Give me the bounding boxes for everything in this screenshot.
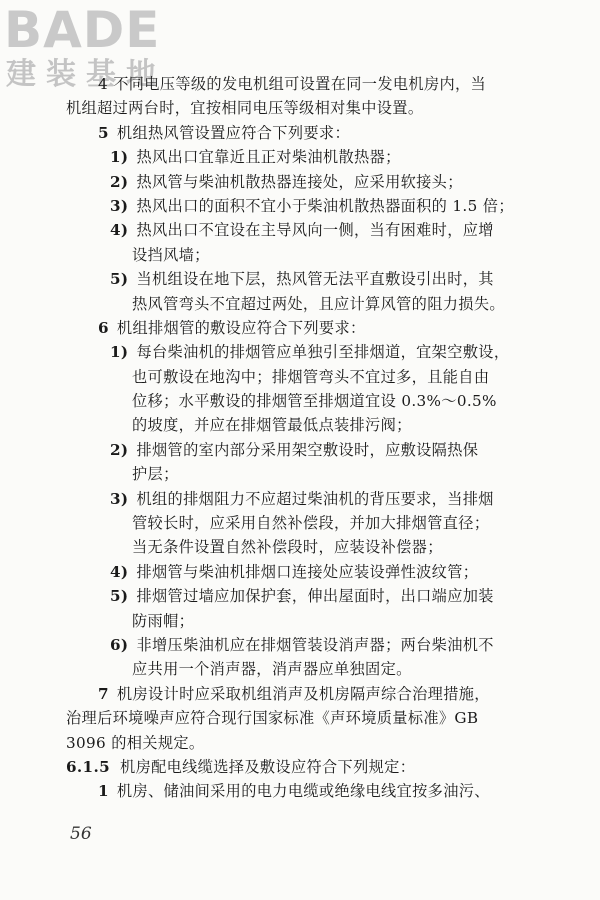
text-line [66,462,536,486]
line-text: 4 不同电压等级的发电机组可设置在同一发电机房内，当 [98,75,487,93]
line-text: 治理后环境噪声应符合现行国家标准《声环境质量标准》GB [66,709,479,728]
watermark-brand: BADE [4,1,161,59]
page-number: 56 [70,824,92,844]
item-number: 4) [110,562,129,581]
text-line [66,584,536,608]
text-line [66,72,536,96]
line-text: 当无条件设置自然补偿段时，应装设补偿器； [132,538,443,557]
line-text: 机房、储油间采用的电力电缆或绝缘电线宜按多油污、 [116,782,490,801]
text-line [66,487,536,511]
line-text: 护层； [132,465,179,484]
line-text: 热风出口宜靠近且正对柴油机散热器； [136,148,401,167]
text-line [66,779,536,803]
item-number: 2) [110,172,129,191]
text-line [66,609,536,633]
line-text: 排烟管过墙应加保护套，伸出屋面时，出口端应加装 [136,587,494,606]
line-text: 应共用一个消声器，消声器应单独固定。 [132,660,412,679]
text-line [66,682,536,706]
item-number: 6 [98,318,109,337]
line-text: 热风出口的面积不宜小于柴油机散热器面积的 1.5 倍； [136,196,514,215]
item-number: 3) [110,196,129,215]
line-text: 当机组设在地下层，热风管无法平直敷设引出时，其 [136,270,494,289]
text-line [66,243,536,267]
text-line [66,535,536,559]
line-text: 排烟管与柴油机排烟口连接处应装设弹性波纹管； [136,562,479,581]
text-line [66,194,536,218]
item-number: 4) [110,221,129,240]
text-line [66,316,536,340]
line-text: 排烟管的室内部分采用架空敷设时，应敷设隔热保 [136,440,479,459]
text-line [66,340,536,364]
text-line [66,560,536,584]
text-line [66,389,536,413]
text-line [66,755,536,779]
line-text: 非增压柴油机应在排烟管装设消声器；两台柴油机不 [136,635,494,654]
item-number: 6.1.5 [66,757,111,776]
text-line [66,511,536,535]
text-line [66,267,536,291]
line-text: 机组的排烟阻力不应超过柴油机的背压要求，当排烟 [136,489,494,508]
item-number: 1 [98,782,109,801]
line-text: 热风出口不宜设在主导风向一侧，当有困难时，应增 [136,221,494,240]
line-text: 机组超过两台时，宜按相同电压等级相对集中设置。 [66,99,424,118]
line-text: 热风管弯头不宜超过两处，且应计算风管的阻力损失。 [132,294,505,313]
item-number: 1) [110,343,129,362]
line-text: 防雨帽； [132,611,195,630]
text-line [66,218,536,242]
text-line [66,438,536,462]
text-line [66,657,536,681]
line-text: 3096 的相关规定。 [66,733,205,752]
line-text: 的坡度，并应在排烟管最低点装排污阀； [132,416,412,435]
line-text: 位移；水平敷设的排烟管至排烟道宜设 0.3%～0.5% [132,392,497,411]
text-line [66,365,536,389]
item-number: 3) [110,489,129,508]
text-line [66,706,536,730]
line-text: 机组排烟管的敷设应符合下列要求： [116,318,366,337]
watermark-subtitle: 建装基地 [6,57,166,92]
item-number: 5) [110,587,129,606]
text-line [66,170,536,194]
text-line [66,633,536,657]
item-number: 6) [110,635,129,654]
line-text: 管较长时，应采用自然补偿段，并加大排烟管直径； [132,514,490,533]
line-text: 每台柴油机的排烟管应单独引至排烟道，宜架空敷设， [136,343,510,362]
text-line [66,145,536,169]
item-number: 5) [110,270,129,289]
line-text: 设挡风墙； [132,245,210,264]
item-number: 2) [110,440,129,459]
document-body [66,72,536,804]
text-line [66,292,536,316]
item-number: 1) [110,148,129,167]
line-text: 也可敷设在地沟中；排烟管弯头不宜过多，且能自由 [132,367,490,386]
text-line [66,96,536,120]
text-line [66,731,536,755]
line-text: 热风管与柴油机散热器连接处，应采用软接头； [136,172,463,191]
text-line [66,121,536,145]
item-number: 5 [98,123,109,142]
item-number: 7 [98,684,109,703]
line-text: 机房设计时应采取机组消声及机房隔声综合治理措施， [116,684,490,703]
line-text: 机组热风管设置应符合下列要求： [116,123,350,142]
line-text: 机房配电线缆选择及敷设应符合下列规定： [120,757,416,776]
text-line [66,413,536,437]
